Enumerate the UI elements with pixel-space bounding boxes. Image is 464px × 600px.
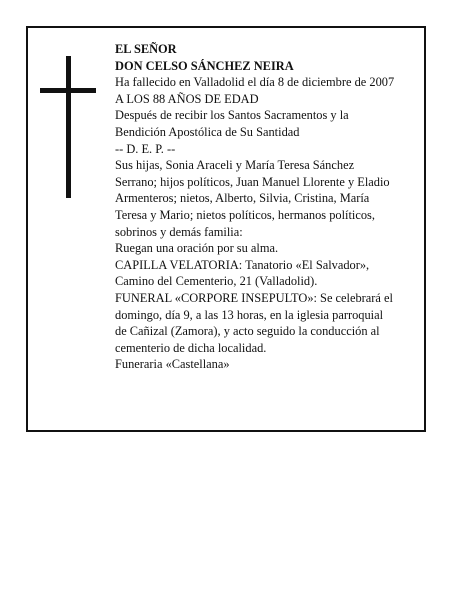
cross-vertical-bar [66,56,71,198]
rip-line: -- D. E. P. -- [115,141,176,156]
sacraments-line: Bendición Apostólica de Su Santidad [115,124,300,139]
funeral-line: domingo, día 9, a las 13 horas, en la iglesia parroquial [115,307,384,322]
funeral-line: cementerio de dicha localidad. [115,340,267,355]
obituary-text [115,41,427,373]
funeral-line: FUNERAL «CORPORE INSEPULTO»: Se celebrará el [115,290,393,305]
cross-icon [40,56,96,198]
cross-horizontal-bar [40,88,96,93]
funeral-line: de Cañizal (Zamora), y acto seguido la conducción al [115,324,380,339]
obituary-title: EL SEÑOR [115,42,177,56]
funeral-home-line: Funeraria «Castellana» [115,357,230,372]
obituary-notice [26,26,426,432]
chapel-line: Camino del Cementerio, 21 (Valladolid). [115,274,318,289]
family-line: Armenteros; nietos, Alberto, Silvia, Cristina, María [115,191,370,206]
family-line: Sus hijas, Sonia Araceli y María Teresa Sánchez [115,158,355,173]
family-line: Teresa y Mario; nietos políticos, hermanos políticos, [115,207,375,222]
deceased-name: DON CELSO SÁNCHEZ NEIRA [115,58,294,73]
death-line: Ha fallecido en Valladolid el día 8 de diciembre de 2007 [115,75,395,90]
sacraments-line: Después de recibir los Santos Sacramentos y la [115,108,349,123]
prayer-line: Ruegan una oración por su alma. [115,241,279,256]
family-line: Serrano; hijos políticos, Juan Manuel Llorente y Eladio [115,174,390,189]
age-line: A LOS 88 AÑOS DE EDAD [115,91,259,106]
family-line: sobrinos y demás familia: [115,224,243,239]
chapel-line: CAPILLA VELATORIA: Tanatorio «El Salvador», [115,257,370,272]
